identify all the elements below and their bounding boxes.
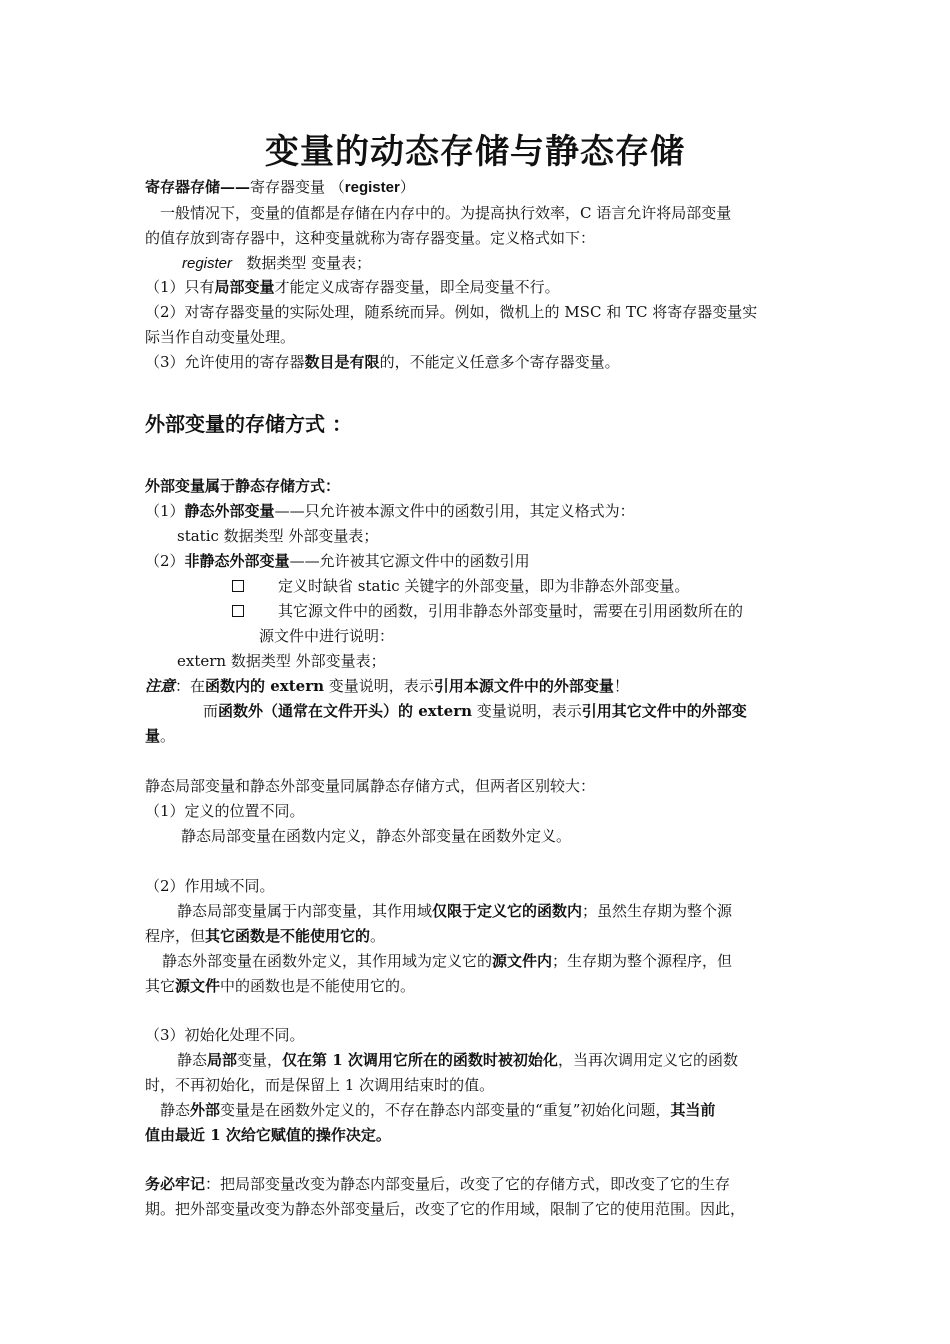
note-line1: 注意：在函数内的 extern 变量说明，表示引用本源文件中的外部变量！ bbox=[145, 677, 629, 695]
external-static-format: static 数据类型 外部变量表； bbox=[177, 527, 379, 545]
register-intro-line2: 的值存放到寄存器中，这种变量就称为寄存器变量。定义格式如下： bbox=[145, 229, 596, 247]
external-nonstatic-item: （2）非静态外部变量——允许被其它源文件中的函数引用 bbox=[145, 552, 530, 570]
register-intro-line1: 一般情况下，变量的值都是存储在内存中的。为提高执行效率，C 语言允许将局部变量 bbox=[160, 204, 732, 222]
page-title: 变量的动态存储与静态存储 bbox=[265, 132, 685, 172]
compare-point-3-line3: 静态外部变量是在函数外定义的，不存在静态内部变量的“重复”初始化问题，其当前 bbox=[160, 1101, 716, 1119]
compare-point-3-line1: 静态局部变量，仅在第 1 次调用它所在的函数时被初始化，当再次调用定义它的函数 bbox=[177, 1051, 738, 1069]
checkbox-bullet-icon bbox=[232, 580, 244, 592]
bullet-item-2: 其它源文件中的函数，引用非静态外部变量时，需要在引用函数所在的 bbox=[232, 601, 743, 621]
compare-point-1: （1）定义的位置不同。 bbox=[145, 802, 305, 820]
register-point-3: （3）允许使用的寄存器数目是有限的，不能定义任意多个寄存器变量。 bbox=[145, 353, 620, 371]
register-heading: 寄存器存储——寄存器变量 （register） bbox=[145, 178, 415, 196]
note-line2: 而函数外（通常在文件开头）的 extern 变量说明，表示引用其它文件中的外部变 bbox=[203, 702, 747, 720]
bullet-item-2-cont: 源文件中进行说明： bbox=[259, 627, 395, 645]
bullet-item-1: 定义时缺省 static 关键字的外部变量，即为非静态外部变量。 bbox=[232, 576, 689, 596]
compare-point-3-line4: 值由最近 1 次给它赋值的操作决定。 bbox=[145, 1126, 391, 1144]
remember-line2: 期。把外部变量改变为静态外部变量后，改变了它的作用域，限制了它的使用范围。因此， bbox=[145, 1200, 746, 1218]
compare-point-2-line4: 其它源文件中的函数也是不能使用它的。 bbox=[145, 977, 416, 995]
register-format: register 数据类型 变量表； bbox=[182, 254, 372, 272]
compare-point-2: （2）作用域不同。 bbox=[145, 877, 275, 895]
register-point-2-line2: 际当作自动变量处理。 bbox=[145, 328, 296, 346]
remember-line1: 务必牢记：把局部变量改变为静态内部变量后，改变了它的存储方式，即改变了它的生存 bbox=[145, 1175, 731, 1193]
compare-point-1-text: 静态局部变量在函数内定义，静态外部变量在函数外定义。 bbox=[181, 827, 572, 845]
external-static-item: （1）静态外部变量——只允许被本源文件中的函数引用，其定义格式为： bbox=[145, 502, 635, 520]
compare-point-2-line2: 程序，但其它函数是不能使用它的。 bbox=[145, 927, 386, 945]
compare-point-2-line1: 静态局部变量属于内部变量，其作用域仅限于定义它的函数内；虽然生存期为整个源 bbox=[177, 902, 733, 920]
note-line3: 量。 bbox=[145, 727, 176, 745]
checkbox-bullet-icon bbox=[232, 605, 244, 617]
compare-point-2-line3: 静态外部变量在函数外定义，其作用域为定义它的源文件内；生存期为整个源程序，但 bbox=[162, 952, 733, 970]
compare-point-3-line2: 时，不再初始化，而是保留上 1 次调用结束时的值。 bbox=[145, 1076, 495, 1094]
external-heading: 外部变量的存储方式 ： bbox=[145, 412, 352, 436]
register-point-1: （1）只有局部变量才能定义成寄存器变量，即全局变量不行。 bbox=[145, 278, 560, 296]
compare-intro: 静态局部变量和静态外部变量同属静态存储方式，但两者区别较大： bbox=[145, 777, 596, 795]
extern-format: extern 数据类型 外部变量表； bbox=[177, 652, 386, 670]
compare-point-3: （3）初始化处理不同。 bbox=[145, 1026, 305, 1044]
register-point-2-line1: （2）对寄存器变量的实际处理，随系统而异。例如，微机上的 MSC 和 TC 将寄存器变量实 bbox=[145, 303, 758, 321]
external-subheading: 外部变量属于静态存储方式： bbox=[145, 477, 341, 495]
